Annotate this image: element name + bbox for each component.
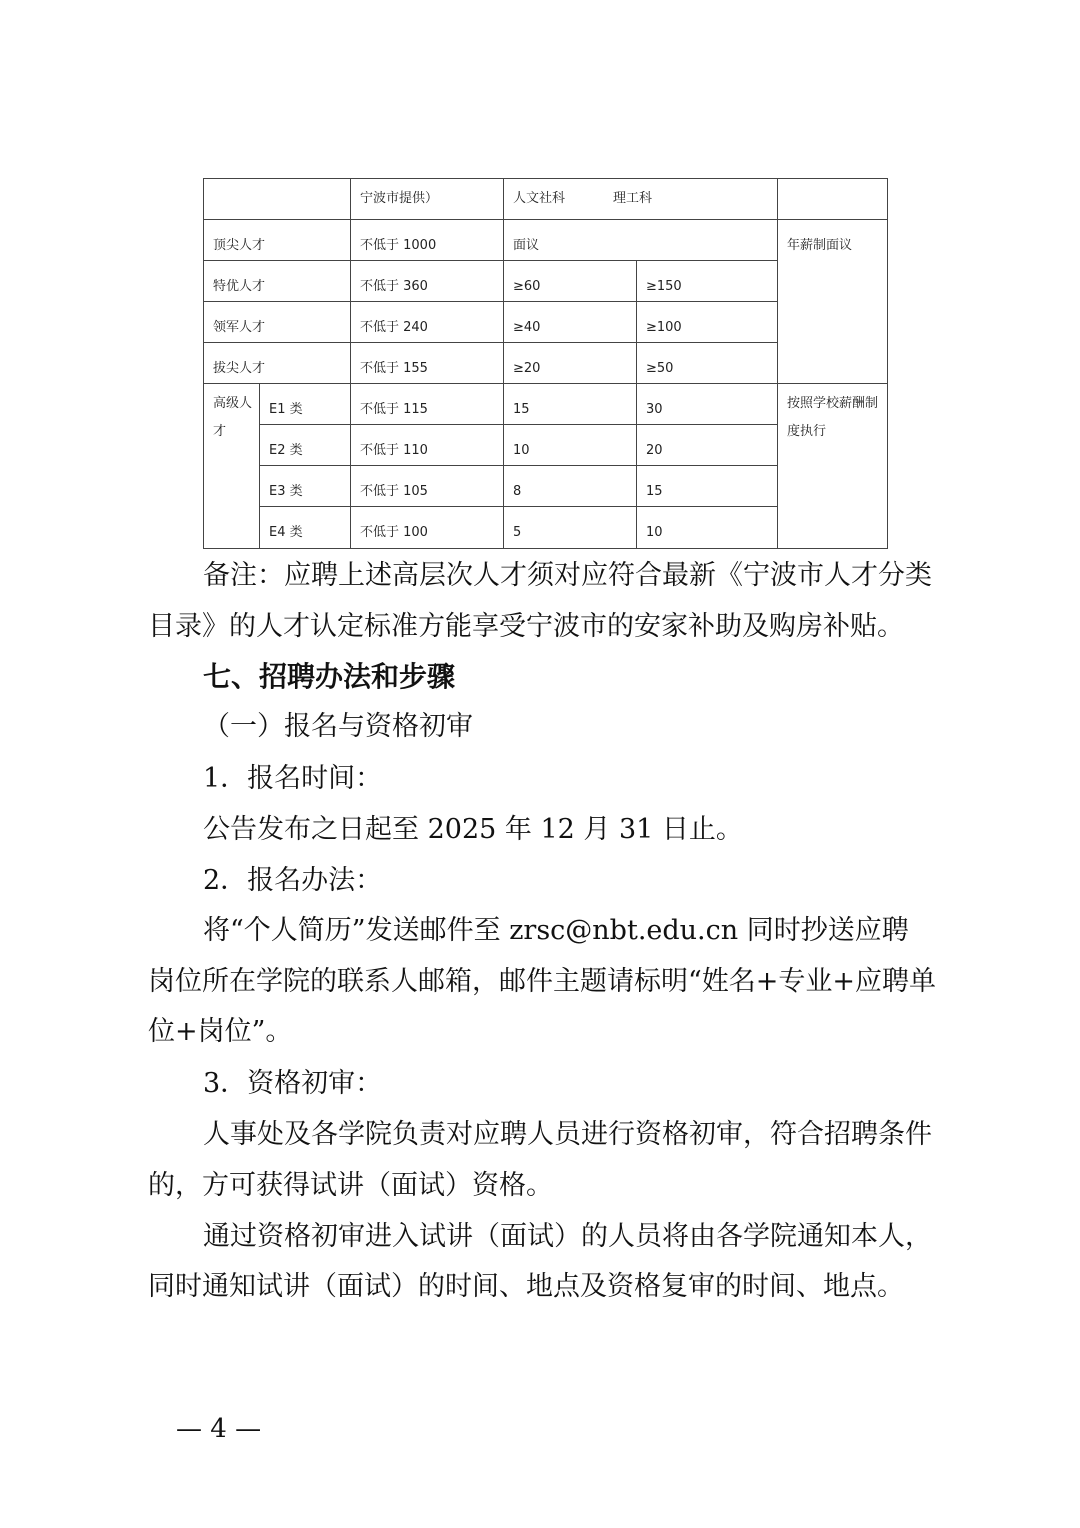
item-3-line-1: 人事处及各学院负责对应聘人员进行资格初审，符合招聘条件 — [203, 1119, 932, 1150]
remark-line-2: 目录》的人才认定标准方能享受宁波市的安家补助及购房补贴。 — [148, 611, 904, 642]
row-cat: E2 类 — [260, 425, 351, 466]
header-cell-empty — [204, 179, 351, 220]
item-1-title: 1．报名时间： — [203, 763, 383, 794]
row-hum: 15 — [504, 384, 637, 425]
row-hum: ≥40 — [504, 302, 637, 343]
remark-line-1: 备注：应聘上述高层次人才须对应符合最新《宁波市人才分类 — [203, 560, 932, 591]
senior-group-cell: 高级人才 — [204, 384, 260, 549]
row-merged: 面议 — [504, 220, 778, 261]
row-cat: E3 类 — [260, 466, 351, 507]
item-3-line-3: 通过资格初审进入试讲（面试）的人员将由各学院通知本人， — [203, 1221, 932, 1252]
row-city: 不低于 1000 — [351, 220, 504, 261]
row-city: 不低于 110 — [351, 425, 504, 466]
page-number: — 4 — — [176, 1414, 262, 1444]
row-sci: ≥50 — [637, 343, 778, 384]
row-sci: ≥150 — [637, 261, 778, 302]
row-hum: 10 — [504, 425, 637, 466]
row-city: 不低于 155 — [351, 343, 504, 384]
item-3-title: 3．资格初审： — [203, 1068, 383, 1099]
row-sci: 10 — [637, 507, 778, 549]
senior-note-cell: 按照学校薪酬制度执行 — [778, 384, 888, 549]
subsection-1-heading: （一）报名与资格初审 — [203, 711, 473, 742]
row-sci: 15 — [637, 466, 778, 507]
row-city: 不低于 100 — [351, 507, 504, 549]
row-hum: ≥20 — [504, 343, 637, 384]
item-2-line-1: 将“个人简历”发送邮件至 zrsc@nbt.edu.cn 同时抄送应聘 — [203, 915, 909, 946]
row-city: 不低于 115 — [351, 384, 504, 425]
item-1-body: 公告发布之日起至 2025 年 12 月 31 日止。 — [203, 814, 743, 845]
header-discipline-cell — [504, 179, 778, 220]
item-3-line-4: 同时通知试讲（面试）的时间、地点及资格复审的时间、地点。 — [148, 1271, 904, 1302]
item-2-line-3: 位+岗位”。 — [148, 1016, 293, 1047]
item-3-line-2: 的，方可获得试讲（面试）资格。 — [148, 1170, 553, 1201]
table-header-row — [204, 179, 888, 220]
row-city: 不低于 360 — [351, 261, 504, 302]
row-city: 不低于 105 — [351, 466, 504, 507]
header-humanities: 人文社科 — [513, 191, 566, 206]
header-note-cell — [778, 179, 888, 220]
item-2-title: 2．报名办法： — [203, 865, 383, 896]
talent-subsidy-table — [203, 178, 888, 549]
table-row — [204, 220, 888, 261]
row-sci: ≥100 — [637, 302, 778, 343]
row-sci: 30 — [637, 384, 778, 425]
row-cat: E4 类 — [260, 507, 351, 549]
table-row — [204, 384, 888, 425]
row-sci: 20 — [637, 425, 778, 466]
row-hum: ≥60 — [504, 261, 637, 302]
row-city: 不低于 240 — [351, 302, 504, 343]
row-hum: 8 — [504, 466, 637, 507]
header-city-cell: 宁波市提供） — [351, 179, 504, 220]
row-cat: E1 类 — [260, 384, 351, 425]
section-7-heading: 七、招聘办法和步骤 — [203, 660, 456, 693]
row-note-top: 年薪制面议 — [778, 220, 888, 384]
header-science: 理工科 — [613, 191, 653, 206]
row-hum: 5 — [504, 507, 637, 549]
row-name: 领军人才 — [204, 302, 351, 343]
row-name: 顶尖人才 — [204, 220, 351, 261]
row-name: 拔尖人才 — [204, 343, 351, 384]
item-2-line-2: 岗位所在学院的联系人邮箱，邮件主题请标明“姓名+专业+应聘单 — [148, 966, 937, 997]
row-name: 特优人才 — [204, 261, 351, 302]
